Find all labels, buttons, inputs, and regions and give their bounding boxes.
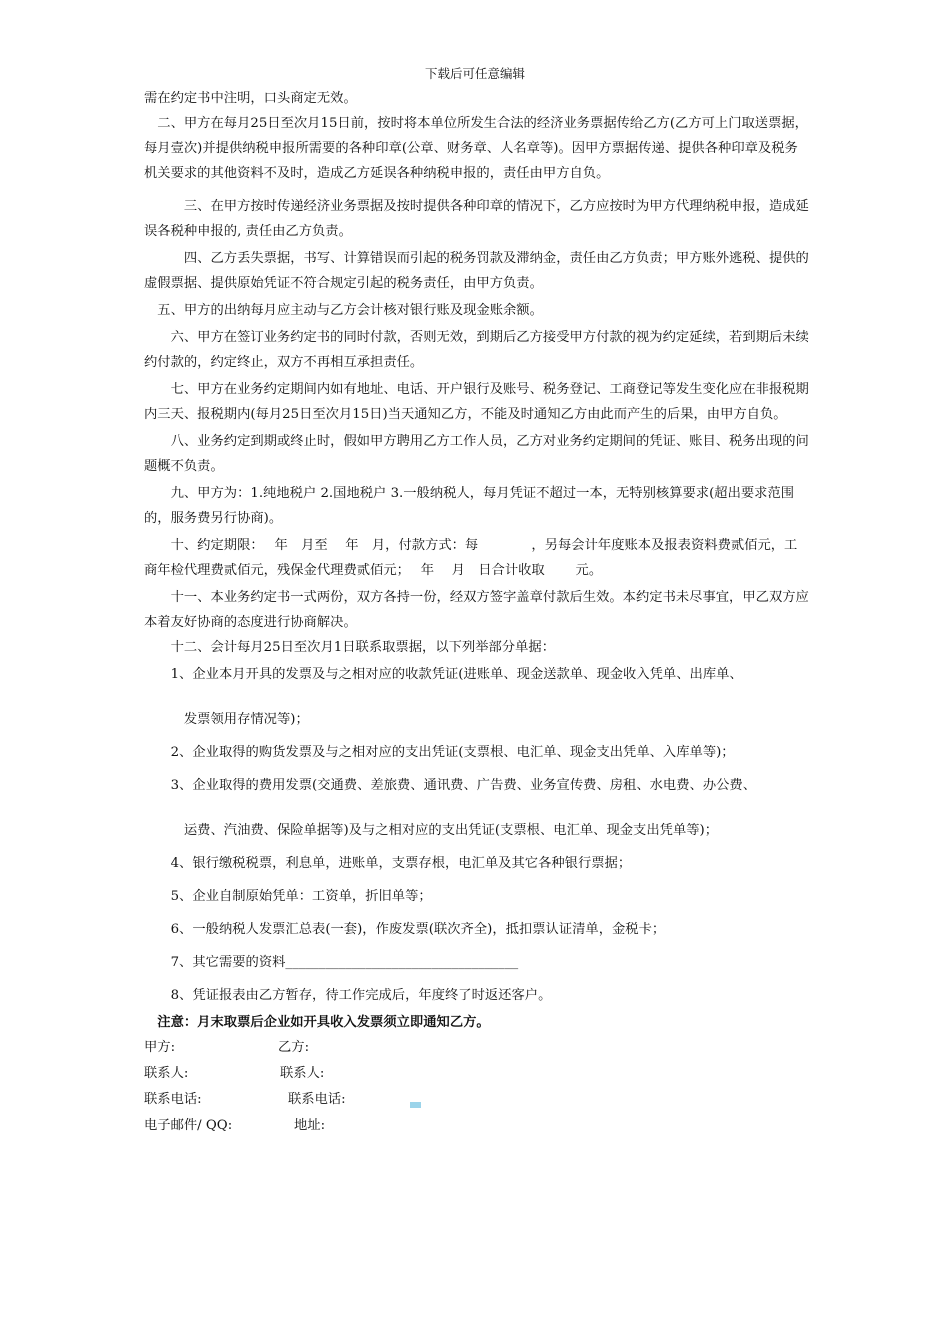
signature-row-phone <box>144 1087 810 1113</box>
contact-a-label: 联系人: <box>144 1066 189 1081</box>
signature-row-email <box>144 1113 810 1139</box>
list-item: 2、企业取得的购货发票及与之相对应的支出凭证(支票根、电汇单、现金支出凭单、入库单等)； <box>144 745 735 760</box>
list-item: 1、企业本月开具的发票及与之相对应的收款凭证(进账单、现金送款单、现金收入凭单、出库单、 <box>144 667 743 682</box>
clause-2: 二、甲方在每月25日至次月15日前，按时将本单位所发生合法的经济业务票据传给乙方(乙方可上门取送票据，每月壹次)并提供纳税申报所需要的各种印章(公章、财务章、人名章等)。因甲方票据传递、提供各种印章及税务机关要求的其他资料不及时，造成乙方延误各种纳税申报的，责任由甲方自负。 <box>144 116 808 181</box>
paragraph-intro: 需在约定书中注明，口头商定无效。 <box>144 91 357 106</box>
list-item: 4、银行缴税税票，利息单，进账单，支票存根，电汇单及其它各种银行票据； <box>144 856 632 871</box>
email-a-label: 电子邮件/ QQ: <box>144 1118 233 1133</box>
clause-7: 七、甲方在业务约定期间内如有地址、电话、开户银行及账号、税务登记、工商登记等发生变化应在非报税期内三天、报税期内(每月25日至次月15日)当天通知乙方，不能及时通知乙方由此而产生的后果，由甲方自负。 <box>144 382 809 422</box>
clause-4: 四、乙方丢失票据，书写、计算错误而引起的税务罚款及滞纳金，责任由乙方负责；甲方账外逃税、提供的虚假票据、提供原始凭证不符合规定引起的税务责任，由甲方负责。 <box>144 251 809 291</box>
clause-8: 八、业务约定到期或终止时，假如甲方聘用乙方工作人员，乙方对业务约定期间的凭证、账目、税务出现的问题概不负责。 <box>144 434 809 474</box>
list-item: 8、凭证报表由乙方暂存，待工作完成后，年度终了时返还客户。 <box>144 988 552 1003</box>
clause-11: 十一、本业务约定书一式两份，双方各持一份，经双方签字盖章付款后生效。本约定书未尽事宜，甲乙双方应本着友好协商的态度进行协商解决。 <box>144 590 809 630</box>
list-item: 7、其它需要的资料___________________________________ <box>144 955 519 970</box>
list-item: 6、一般纳税人发票汇总表(一套)，作废发票(联次齐全)，抵扣票认证清单，金税卡； <box>144 922 666 937</box>
clause-12: 十二、会计每月25日至次月1日联系取票据，以下列举部分单据： <box>144 640 555 655</box>
highlight-mark <box>410 1102 421 1108</box>
phone-a-label: 联系电话: <box>144 1092 202 1107</box>
phone-b-label: 联系电话: <box>288 1092 346 1107</box>
clause-6: 六、甲方在签订业务约定书的同时付款，否则无效，到期后乙方接受甲方付款的视为约定延续，若到期后未续约付款的，约定终止，双方不再相互承担责任。 <box>144 330 809 370</box>
list-item: 发票领用存情况等)； <box>144 712 309 727</box>
clause-10: 十、约定期限： 年 月至 年 月，付款方式：每 ，另每会计年度账本及报表资料费贰佰元，工商年检代理费贰佰元，残保金代理费贰佰元； 年 月 日合计收取 元。 <box>144 538 798 578</box>
note: 注意：月末取票后企业如开具收入发票须立即通知乙方。 <box>144 1015 490 1030</box>
signature-row-party <box>144 1035 810 1061</box>
page-header: 下载后可任意编辑 <box>424 66 525 81</box>
clause-9: 九、甲方为：1.纯地税户 2.国地税户 3.一般纳税人，每月凭证不超过一本，无特别核算要求(超出要求范围的，服务费另行协商)。 <box>144 486 795 526</box>
contact-b-label: 联系人: <box>280 1066 325 1081</box>
party-a-label: 甲方: <box>144 1040 176 1055</box>
party-b-label: 乙方: <box>278 1040 310 1055</box>
list-item: 5、企业自制原始凭单：工资单，折旧单等； <box>144 889 432 904</box>
list-item: 3、企业取得的费用发票(交通费、差旅费、通讯费、广告费、业务宣传费、房租、水电费、办公费、 <box>144 778 757 793</box>
contract-body <box>144 86 810 1139</box>
clause-3: 三、在甲方按时传递经济业务票据及按时提供各种印章的情况下，乙方应按时为甲方代理纳税申报，造成延误各税种申报的, 责任由乙方负责。 <box>144 199 809 239</box>
address-b-label: 地址: <box>294 1118 326 1133</box>
signature-row-contact <box>144 1061 810 1087</box>
clause-5: 五、甲方的出纳每月应主动与乙方会计核对银行账及现金账余额。 <box>144 303 543 318</box>
list-item: 运费、汽油费、保险单据等)及与之相对应的支出凭证(支票根、电汇单、现金支出凭单等)； <box>144 823 719 838</box>
